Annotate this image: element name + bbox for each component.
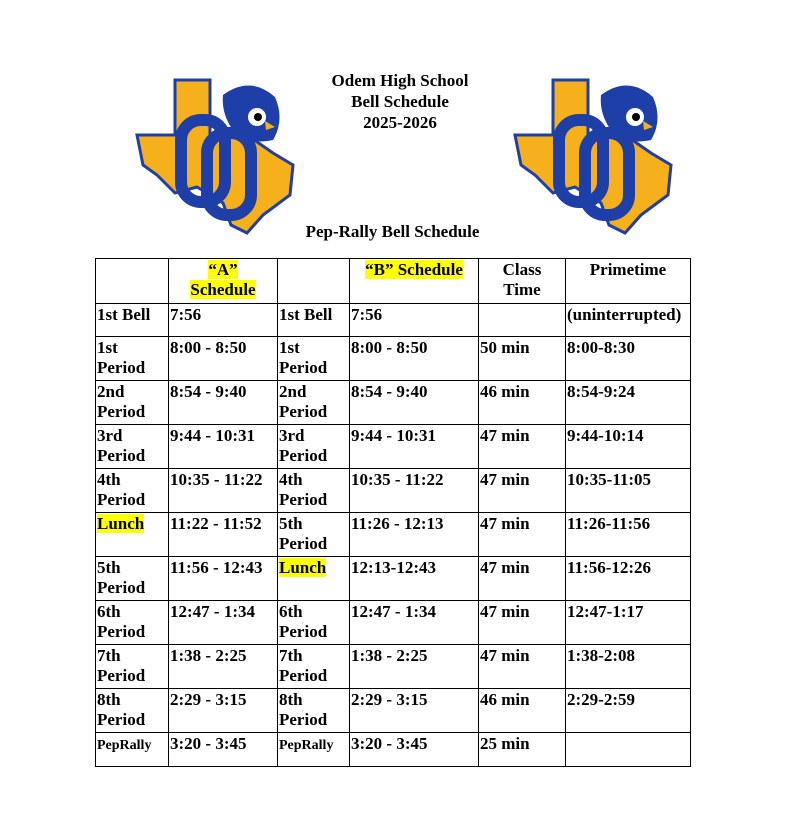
table-row — [96, 645, 691, 689]
b-period-label: 2nd Period — [278, 381, 350, 425]
a-period-label: 3rd Period — [96, 425, 169, 469]
b-period-label: Lunch — [278, 557, 350, 601]
b-period-time: 9:44 - 10:31 — [350, 425, 479, 469]
header-empty-b — [278, 259, 350, 304]
table-row — [96, 425, 691, 469]
primetime-slot: 8:00-8:30 — [566, 337, 691, 381]
b-period-time: 12:47 - 1:34 — [350, 601, 479, 645]
table-row — [96, 601, 691, 645]
class-minutes: 47 min — [479, 557, 566, 601]
a-period-time: 3:20 - 3:45 — [169, 733, 278, 767]
header-class-time: Class Time — [479, 259, 566, 304]
primetime-slot: 8:54-9:24 — [566, 381, 691, 425]
table-row — [96, 689, 691, 733]
primetime-slot: 2:29-2:59 — [566, 689, 691, 733]
b-period-time: 8:54 - 9:40 — [350, 381, 479, 425]
table-row — [96, 733, 691, 767]
class-minutes: 47 min — [479, 645, 566, 689]
primetime-slot — [566, 733, 691, 767]
class-minutes: 47 min — [479, 513, 566, 557]
a-period-label: Lunch — [96, 513, 169, 557]
a-period-time: 11:22 - 11:52 — [169, 513, 278, 557]
document-header — [0, 70, 800, 133]
table-row — [96, 304, 691, 337]
a-period-label: 1st Bell — [96, 304, 169, 337]
class-minutes: 46 min — [479, 689, 566, 733]
schedule-subtitle: Pep-Rally Bell Schedule — [305, 222, 480, 241]
primetime-slot: (uninterrupted) — [566, 304, 691, 337]
b-period-label: 3rd Period — [278, 425, 350, 469]
b-period-time: 7:56 — [350, 304, 479, 337]
b-period-time: 12:13-12:43 — [350, 557, 479, 601]
a-period-label: 2nd Period — [96, 381, 169, 425]
table-row — [96, 557, 691, 601]
class-minutes: 50 min — [479, 337, 566, 381]
header-b-schedule: “B” Schedule — [350, 259, 479, 304]
b-period-label: 8th Period — [278, 689, 350, 733]
b-period-label: 5th Period — [278, 513, 350, 557]
b-period-time: 1:38 - 2:25 — [350, 645, 479, 689]
b-period-time: 3:20 - 3:45 — [350, 733, 479, 767]
b-period-label: 1st Bell — [278, 304, 350, 337]
class-minutes: 47 min — [479, 601, 566, 645]
header-primetime: Primetime — [566, 259, 691, 304]
primetime-slot: 11:56-12:26 — [566, 557, 691, 601]
a-period-time: 12:47 - 1:34 — [169, 601, 278, 645]
table-row — [96, 513, 691, 557]
b-period-time: 10:35 - 11:22 — [350, 469, 479, 513]
a-period-time: 10:35 - 11:22 — [169, 469, 278, 513]
b-period-label: 7th Period — [278, 645, 350, 689]
a-period-time: 8:54 - 9:40 — [169, 381, 278, 425]
a-period-label: 1st Period — [96, 337, 169, 381]
b-period-time: 8:00 - 8:50 — [350, 337, 479, 381]
header-a-schedule: “A” Schedule — [169, 259, 278, 304]
class-minutes — [479, 304, 566, 337]
table-row — [96, 337, 691, 381]
b-period-label: 6th Period — [278, 601, 350, 645]
b-period-time: 2:29 - 3:15 — [350, 689, 479, 733]
class-minutes: 47 min — [479, 469, 566, 513]
bell-schedule-table — [95, 258, 691, 767]
b-period-label: 4th Period — [278, 469, 350, 513]
a-period-label: 4th Period — [96, 469, 169, 513]
a-period-time: 1:38 - 2:25 — [169, 645, 278, 689]
primetime-slot: 9:44-10:14 — [566, 425, 691, 469]
primetime-slot: 11:26-11:56 — [566, 513, 691, 557]
primetime-slot: 10:35-11:05 — [566, 469, 691, 513]
table-row — [96, 381, 691, 425]
a-period-label: 5th Period — [96, 557, 169, 601]
a-period-label: 8th Period — [96, 689, 169, 733]
a-period-time: 9:44 - 10:31 — [169, 425, 278, 469]
a-period-time: 2:29 - 3:15 — [169, 689, 278, 733]
b-period-label: PepRally — [278, 733, 350, 767]
b-period-time: 11:26 - 12:13 — [350, 513, 479, 557]
class-minutes: 25 min — [479, 733, 566, 767]
primetime-slot: 1:38-2:08 — [566, 645, 691, 689]
class-minutes: 46 min — [479, 381, 566, 425]
a-period-label: 7th Period — [96, 645, 169, 689]
a-period-label: PepRally — [96, 733, 169, 767]
school-year: 2025-2026 — [363, 113, 437, 132]
table-header-row — [96, 259, 691, 304]
document-title: Bell Schedule — [351, 92, 449, 111]
table-row — [96, 469, 691, 513]
b-period-label: 1st Period — [278, 337, 350, 381]
a-period-time: 11:56 - 12:43 — [169, 557, 278, 601]
a-period-label: 6th Period — [96, 601, 169, 645]
header-empty-a — [96, 259, 169, 304]
primetime-slot: 12:47-1:17 — [566, 601, 691, 645]
a-period-time: 7:56 — [169, 304, 278, 337]
school-name: Odem High School — [331, 71, 469, 90]
class-minutes: 47 min — [479, 425, 566, 469]
a-period-time: 8:00 - 8:50 — [169, 337, 278, 381]
